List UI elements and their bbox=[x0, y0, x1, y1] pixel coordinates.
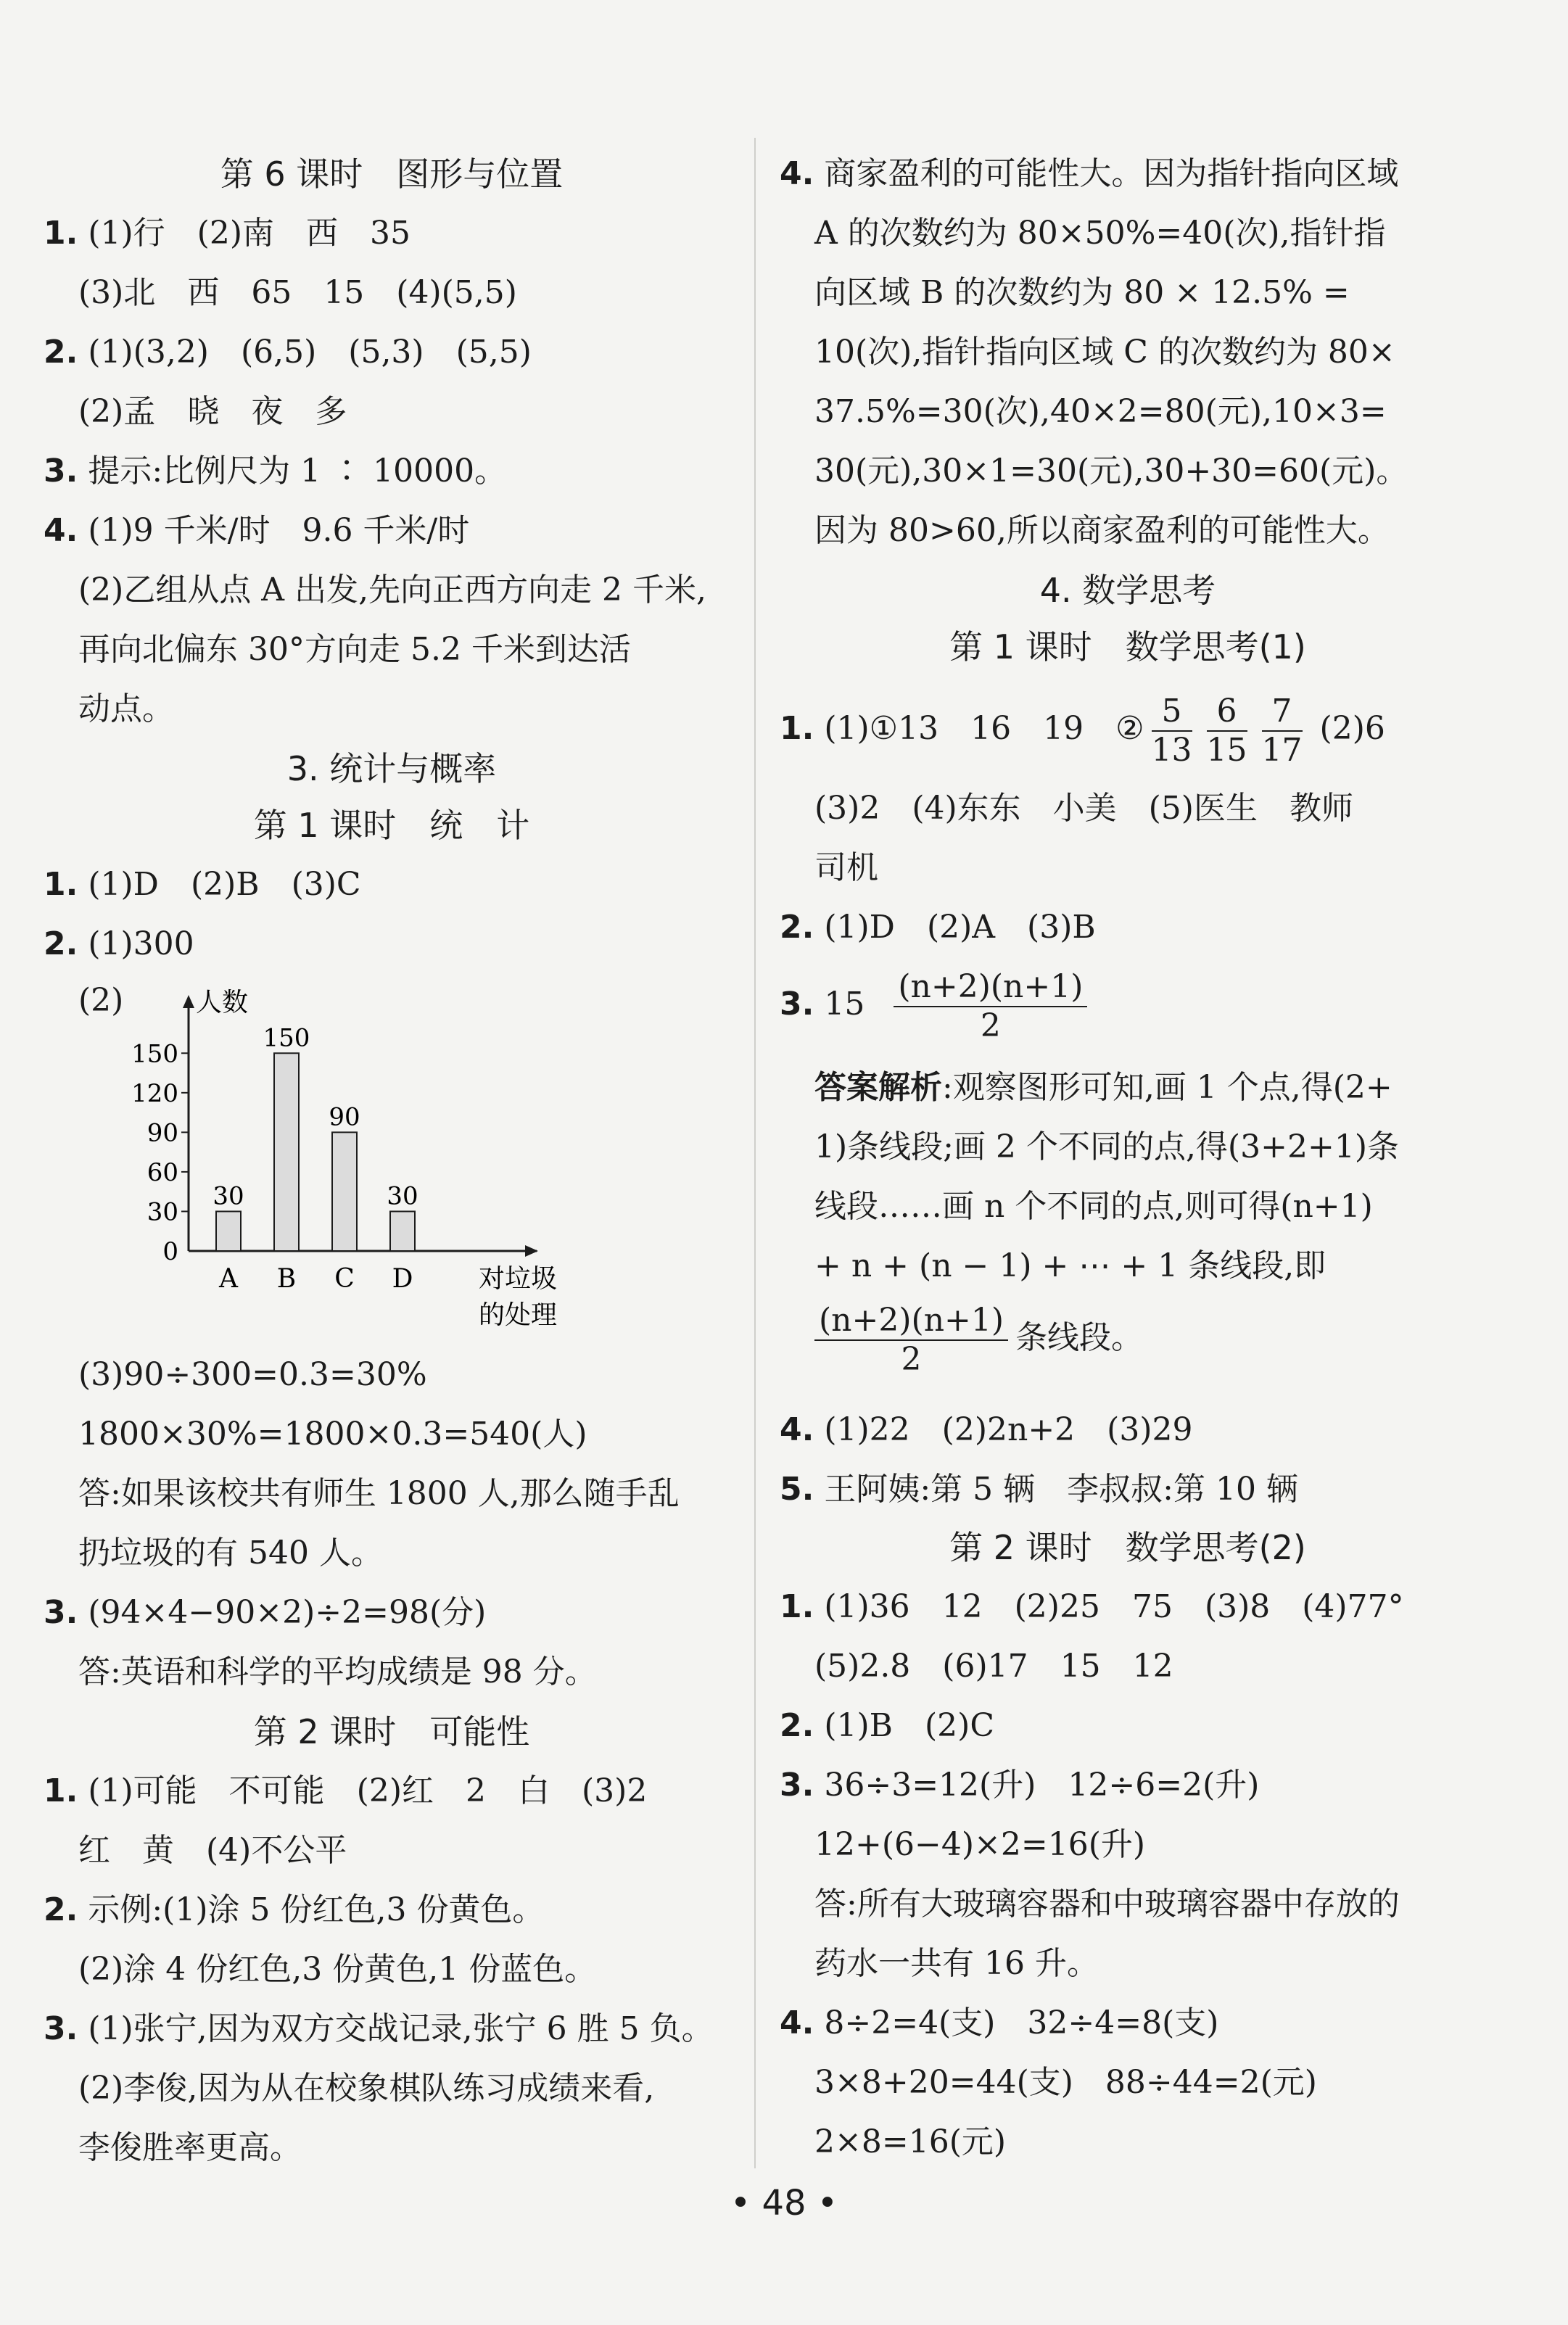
answer-4-line-4: 动点。 bbox=[78, 690, 174, 727]
prob-answer-4-line-4: 10(次),指针指向区域 C 的次数约为 80× bbox=[814, 334, 1395, 371]
stats-answer-2-line-5: 答:如果该校共有师生 1800 人,那么随手乱 bbox=[78, 1475, 680, 1512]
answer-1-line-1: 1. (1)行 (2)南 西 35 bbox=[44, 215, 410, 252]
y-tick-label: 30 bbox=[147, 1197, 178, 1227]
lesson-heading-stats: 第 1 课时 统 计 bbox=[253, 806, 530, 845]
y-tick-label: 120 bbox=[131, 1078, 178, 1108]
prob-answer-1-line-2: 红 黄 (4)不公平 bbox=[78, 1832, 347, 1869]
bar bbox=[274, 1053, 299, 1251]
answer-4-line-3: 再向北偏东 30°方向走 5.2 千米到达活 bbox=[78, 631, 631, 668]
math1-answer-1-line-2: (3)2 (4)东东 小美 (5)医生 教师 bbox=[814, 790, 1353, 827]
category-label: B bbox=[276, 1264, 297, 1294]
page-number: • 48 • bbox=[730, 2183, 838, 2223]
math1-answer-3-analysis-line-5: $\frac{(n+2)(n+1)}{2}$ 条线段。 bbox=[814, 1298, 1143, 1379]
math1-answer-3-analysis-line-1: 答案解析:观察图形可知,画 1 个点,得(2+ bbox=[814, 1069, 1392, 1106]
math2-answer-4-line-2: 3×8+20=44(支) 88÷44=2(元) bbox=[814, 2064, 1317, 2101]
category-label: C bbox=[334, 1264, 355, 1294]
math2-answer-2: 2. (1)B (2)C bbox=[780, 1707, 994, 1744]
math1-answer-1-line-3: 司机 bbox=[814, 849, 878, 886]
math2-answer-3-line-4: 药水一共有 16 升。 bbox=[814, 1945, 1099, 1982]
math1-answer-2: 2. (1)D (2)A (3)B bbox=[780, 909, 1096, 946]
x-axis-label-line-1: 对垃圾 bbox=[479, 1264, 558, 1294]
section-heading-3: 3. 统计与概率 bbox=[286, 749, 497, 788]
stats-answer-1: 1. (1)D (2)B (3)C bbox=[44, 866, 361, 903]
math2-answer-1-line-1: 1. (1)36 12 (2)25 75 (3)8 (4)77° bbox=[780, 1588, 1404, 1625]
column-divider bbox=[754, 138, 756, 2168]
math2-answer-3-line-1: 3. 36÷3=12(升) 12÷6=2(升) bbox=[780, 1767, 1260, 1804]
bar bbox=[216, 1211, 241, 1251]
bar-value-label: 150 bbox=[263, 1023, 310, 1053]
stats-answer-2-line-1: 2. (1)300 bbox=[44, 925, 194, 962]
formula-fraction: $\frac{(n+2)(n+1)}{2}$ bbox=[894, 968, 1087, 1045]
answer-4-line-1: 4. (1)9 千米/时 9.6 千米/时 bbox=[44, 512, 470, 549]
prob-answer-4-line-1: 4. 商家盈利的可能性大。因为指针指向区域 bbox=[780, 155, 1399, 192]
answer-1-line-2: (3)北 西 65 15 (4)(5,5) bbox=[78, 274, 517, 311]
lesson-heading-6: 第 6 课时 图形与位置 bbox=[220, 154, 564, 194]
bar-chart bbox=[73, 986, 595, 1349]
bar-value-label: 30 bbox=[387, 1181, 418, 1211]
answer-2-line-1: 2. (1)(3,2) (6,5) (5,3) (5,5) bbox=[44, 334, 532, 371]
y-tick-label: 0 bbox=[162, 1237, 178, 1266]
prob-answer-3-line-1: 3. (1)张宁,因为双方交战记录,张宁 6 胜 5 负。 bbox=[44, 2010, 714, 2047]
math2-answer-1-line-2: (5)2.8 (6)17 15 12 bbox=[814, 1648, 1173, 1685]
math1-answer-1-line-1: 1. (1)①13 16 19 ② $\frac{5}{13}$ $\frac{6}{15}$ $\frac{7}{17}$ (2)6 bbox=[780, 692, 1385, 769]
math1-answer-4: 4. (1)22 (2)2n+2 (3)29 bbox=[780, 1411, 1193, 1448]
y-tick-label: 90 bbox=[147, 1118, 178, 1148]
math1-answer-3-analysis-line-2: 1)条线段;画 2 个不同的点,得(3+2+1)条 bbox=[814, 1128, 1399, 1165]
prob-answer-4-line-5: 37.5%=30(次),40×2=80(元),10×3= bbox=[814, 393, 1387, 430]
prob-answer-2-line-2: (2)涂 4 份红色,3 份黄色,1 份蓝色。 bbox=[78, 1951, 597, 1988]
math1-answer-5: 5. 王阿姨:第 5 辆 李叔叔:第 10 辆 bbox=[780, 1471, 1298, 1508]
math2-answer-3-line-2: 12+(6−4)×2=16(升) bbox=[814, 1826, 1146, 1863]
stats-answer-2-line-6: 扔垃圾的有 540 人。 bbox=[78, 1535, 383, 1572]
answer-2-line-2: (2)孟 晓 夜 多 bbox=[78, 393, 347, 430]
stats-answer-2-part-2: (2) bbox=[78, 982, 124, 1019]
bar bbox=[390, 1211, 415, 1251]
y-axis-arrow bbox=[183, 995, 194, 1008]
stats-answer-3-line-2: 答:英语和科学的平均成绩是 98 分。 bbox=[78, 1653, 597, 1690]
bar-value-label: 30 bbox=[212, 1181, 244, 1211]
category-label: D bbox=[392, 1264, 413, 1294]
prob-answer-4-line-2: A 的次数约为 80×50%=40(次),指针指 bbox=[814, 215, 1386, 252]
math2-answer-4-line-3: 2×8=16(元) bbox=[814, 2123, 1007, 2160]
prob-answer-3-line-2: (2)李俊,因为从在校象棋队练习成绩来看, bbox=[78, 2070, 655, 2107]
general-formula-fraction: $\frac{(n+2)(n+1)}{2}$ bbox=[814, 1302, 1008, 1379]
math1-answer-3-analysis-line-4: + n + (n − 1) + ⋯ + 1 条线段,即 bbox=[814, 1247, 1326, 1284]
fraction-7-17: $\frac{7}{17}$ bbox=[1261, 692, 1303, 769]
y-axis-label: 人数 bbox=[196, 988, 249, 1017]
fraction-5-13: $\frac{5}{13}$ bbox=[1151, 692, 1192, 769]
stats-answer-2-line-4: 1800×30%=1800×0.3=540(人) bbox=[78, 1416, 587, 1453]
prob-answer-3-line-3: 李俊胜率更高。 bbox=[78, 2129, 302, 2166]
math2-answer-4-line-1: 4. 8÷2=4(支) 32÷4=8(支) bbox=[780, 2004, 1219, 2041]
prob-answer-4-line-6: 30(元),30×1=30(元),30+30=60(元)。 bbox=[814, 453, 1408, 490]
answer-4-line-2: (2)乙组从点 A 出发,先向正西方向走 2 千米, bbox=[78, 571, 707, 608]
x-axis-label-line-2: 的处理 bbox=[479, 1300, 558, 1330]
prob-answer-4-line-3: 向区域 B 的次数约为 80 × 12.5% = bbox=[814, 274, 1350, 311]
stats-answer-3-line-1: 3. (94×4−90×2)÷2=98(分) bbox=[44, 1594, 487, 1631]
stats-answer-2-line-3: (3)90÷300=0.3=30% bbox=[78, 1356, 427, 1393]
math1-answer-3-analysis-line-3: 线段……画 n 个不同的点,则可得(n+1) bbox=[814, 1188, 1373, 1225]
prob-answer-1-line-1: 1. (1)可能 不可能 (2)红 2 白 (3)2 bbox=[44, 1772, 648, 1809]
answer-3: 3. 提示:比例尺为 1 ∶ 10000。 bbox=[44, 453, 507, 490]
y-tick-label: 150 bbox=[131, 1039, 178, 1069]
lesson-heading-math-1: 第 1 课时 数学思考(1) bbox=[949, 627, 1306, 666]
bar-value-label: 90 bbox=[329, 1102, 360, 1132]
prob-answer-2-line-1: 2. 示例:(1)涂 5 份红色,3 份黄色。 bbox=[44, 1891, 545, 1928]
math1-answer-3-line-1: 3. 15 $\frac{(n+2)(n+1)}{2}$ bbox=[780, 965, 1094, 1045]
bar bbox=[332, 1132, 357, 1251]
y-tick-label: 60 bbox=[147, 1157, 178, 1187]
math2-answer-3-line-3: 答:所有大玻璃容器和中玻璃容器中存放的 bbox=[814, 1886, 1400, 1923]
section-heading-4: 4. 数学思考 bbox=[1039, 571, 1216, 610]
fraction-6-15: $\frac{6}{15}$ bbox=[1206, 692, 1247, 769]
lesson-heading-probability: 第 2 课时 可能性 bbox=[253, 1712, 530, 1751]
lesson-heading-math-2: 第 2 课时 数学思考(2) bbox=[949, 1528, 1306, 1567]
x-axis-arrow bbox=[525, 1245, 538, 1257]
category-label: A bbox=[219, 1264, 238, 1294]
prob-answer-4-line-7: 因为 80>60,所以商家盈利的可能性大。 bbox=[814, 512, 1390, 549]
